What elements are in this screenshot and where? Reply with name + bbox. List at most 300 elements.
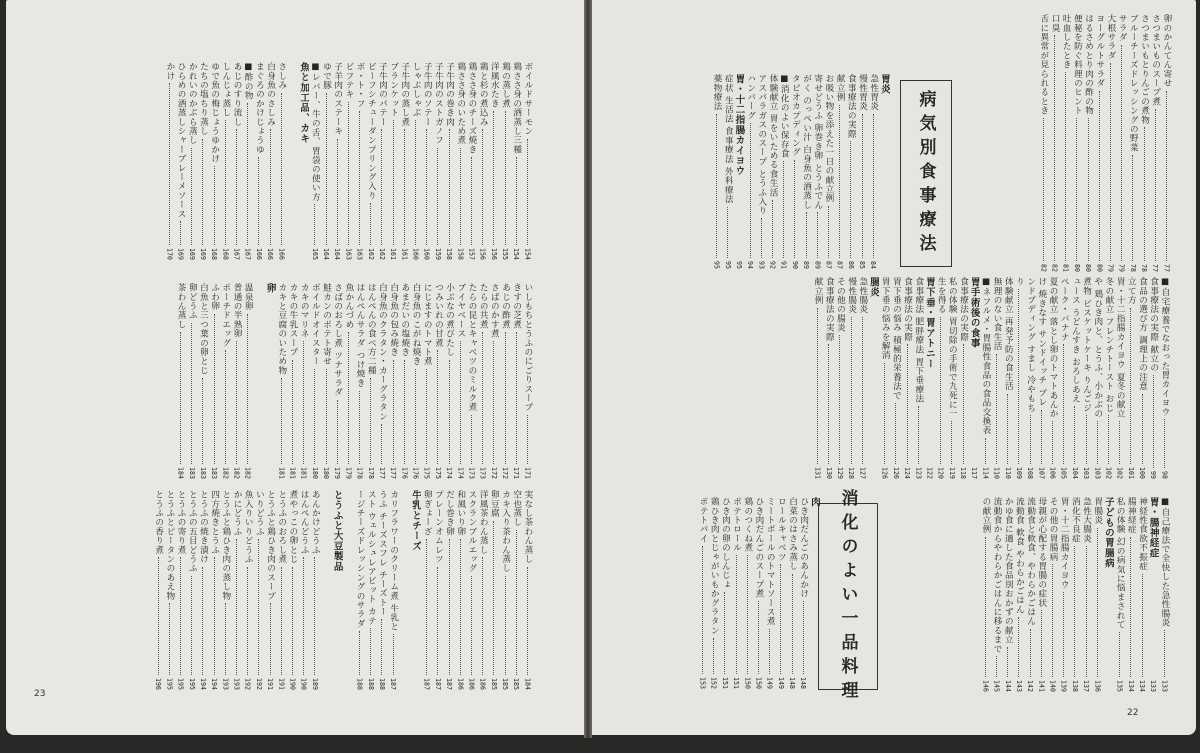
dot-leader [415,120,416,245]
toc-entry [511,62,522,260]
toc-section-heading [1103,497,1114,692]
toc-entry-page: 162 [366,248,375,260]
dot-leader [895,403,896,464]
dot-leader [460,341,461,464]
toc-entry-title: ひき肉の卵のしんじょ [720,497,731,589]
toc-entry-title: その他の腸炎 [835,277,846,333]
dot-leader [214,166,215,245]
dot-leader [1043,118,1044,261]
toc-entry-page: 145 [992,680,1001,692]
toc-entry-page: 155 [501,248,510,260]
toc-column-middle [610,277,1170,479]
toc-entry-page: 185 [512,678,521,690]
toc-entry-page: 134 [1126,680,1135,692]
dot-leader [348,332,349,464]
dot-leader [381,424,382,464]
toc-entry [1036,497,1047,692]
dot-leader [792,574,793,674]
toc-entry-page: 184 [523,678,532,690]
toc-entry-page: 192 [254,678,263,690]
toc-entry-title: ■消化のよい保存食 [779,74,790,159]
toc-entry [786,497,797,689]
toc-entry-title: タピオカプディング [790,74,801,157]
toc-entry-title: ロールキャベツ [776,497,787,562]
toc-entry-page: 133 [1160,680,1169,692]
toc-entry-title: アスパラガスのスープ とうふ入り [756,74,767,216]
toc-entry-page: 126 [891,467,900,479]
dot-leader [516,332,517,464]
toc-entry-title: サラダ [1117,14,1128,42]
dot-leader [505,111,506,245]
dot-leader [1088,118,1089,261]
toc-entry-title: 無理のない食生活 [992,277,1003,351]
dot-leader [236,341,237,464]
toc-entry-page: 102 [1115,467,1124,479]
toc-entry-page: 103 [1082,467,1091,479]
toc-entry-page: 78 [1140,264,1149,272]
toc-entry [432,490,443,690]
toc-entry-title: 消化不良症 [1070,497,1081,543]
toc-entry [708,497,719,689]
toc-entry [242,62,253,260]
toc-entry [1036,277,1047,479]
toc-entry-title: ■酢の物 [243,62,254,101]
toc-entry-title: ンドプディング すまし 冷やもち [1025,277,1036,413]
dot-leader [1132,155,1133,261]
dot-leader [1030,629,1031,677]
dot-leader [1097,421,1098,464]
toc-entry-title: 卵どうふ [187,283,198,320]
toc-entry [846,277,857,479]
toc-entry-title: 空也蒸し [511,490,522,527]
dot-leader [258,539,259,675]
toc-entry-title: 薬物療法 [712,74,723,111]
toc-entry-page: 127 [858,467,867,479]
toc-entry [834,277,845,479]
dot-leader [985,537,986,677]
dot-leader [1086,546,1087,677]
dot-leader [270,129,271,245]
toc-entry [1058,277,1069,479]
toc-entry [753,497,764,689]
toc-column-bottom-right [884,497,1170,692]
toc-entry-page: 187 [422,678,431,690]
toc-entry-page: 149 [765,677,774,689]
toc-entry-title: ポテトロール [731,497,742,553]
toc-entry-title: あじのすり流し [232,62,243,127]
toc-entry [1125,277,1136,479]
dot-leader [817,212,818,258]
toc-entry [1069,497,1080,692]
toc-entry-page: 183 [210,467,219,479]
dot-leader [736,555,737,674]
toc-entry-title: ゆで豚 [321,62,332,90]
toc-entry [980,277,991,479]
toc-entry-title: ひき肉だんごのスープ煮 [753,497,764,599]
dot-leader [426,539,427,675]
toc-entry-title: 夏の献立 落とし卵のトマトあんか [1048,277,1059,419]
dot-leader [516,530,517,675]
dot-leader [1041,610,1042,677]
toc-entry-page: 141 [1037,680,1046,692]
dot-leader [839,105,840,258]
dot-leader [493,111,494,245]
toc-entry [1103,277,1114,479]
toc-entry [1114,497,1125,692]
toc-entry-title: 腸神経症 [1126,497,1137,534]
toc-entry-page: 194 [210,678,219,690]
toc-entry-page: 187 [433,678,442,690]
toc-entry-title: 食品の選び方 調理上の注意 [1137,277,1148,391]
toc-entry-page: 146 [981,680,990,692]
toc-entry-page: 186 [478,678,487,690]
toc-entry [1047,497,1058,692]
toc-entry [957,277,968,479]
toc-entry [186,62,197,260]
dot-leader [1063,344,1064,464]
toc-entry [812,74,823,269]
toc-entry-title: 和風いり卵 [455,490,466,536]
toc-entry-title: いしもちとうふのにごりスープ [522,283,533,412]
toc-section-heading [924,277,935,479]
toc-entry-title: 鶏ひき肉とじゃがいもかグラタン [709,497,720,635]
toc-entry-title: しんじょ蒸し [220,62,231,118]
dot-leader [404,129,405,245]
toc-entry-title: まぐろのかけじょうゆ [254,62,265,154]
toc-entry-title: 胃・腸神経症 [1147,497,1159,559]
toc-entry [444,490,455,690]
toc-entry [1114,277,1125,479]
toc-entry-title: ■ネフルメ・胃腸性食品の食品交換表 [980,277,991,435]
toc-entry-title: さしみ [276,62,287,90]
toc-entry-title: 食事療法の実際 [958,277,969,342]
dot-leader [370,378,371,464]
toc-entry [298,283,309,479]
toc-entry-page: 122 [925,467,934,479]
toc-entry-title: とうふと鶏ひき肉のスープ [265,490,276,601]
toc-entry-page: 164 [322,248,331,260]
toc-entry [1002,497,1013,692]
toc-entry-page: 177 [377,467,386,479]
toc-entry-title: 魚と加工品、カキ [298,62,310,144]
dot-leader [780,564,781,674]
toc-entry-title: ボイルドサーモン [522,62,533,136]
toc-entry-page: 95 [712,261,721,269]
dot-leader [1018,289,1019,464]
dot-leader [460,148,461,245]
toc-entry-page: 174 [456,467,465,479]
toc-entry-page: 89 [802,261,811,269]
toc-entry-title: 煮物 ビスケットケーキ りんごジ [1081,277,1092,413]
toc-entry-title: カキの牛乳スープ [287,283,298,357]
toc-entry [231,62,242,260]
toc-entry-page: 171 [523,467,532,479]
dot-leader [180,221,181,245]
toc-entry-title: 胃下垂の悩みを解消 [880,277,891,360]
toc-entry-page: 109 [1014,467,1023,479]
toc-entry [421,62,432,260]
toc-entry-page: 84 [869,261,878,269]
toc-entry-page: 156 [478,248,487,260]
toc-entry-title: はんぺんどうふ [299,490,310,555]
dot-leader [337,139,338,245]
toc-entry-page: 195 [176,678,185,690]
toc-entry-page: 183 [198,467,207,479]
dot-leader [884,363,885,464]
toc-entry-title: 大根サラダ [1105,14,1116,60]
dot-leader [1144,127,1145,261]
toc-entry-page: 150 [754,677,763,689]
toc-entry-title: 急性大腸炎 [1081,497,1092,543]
toc-entry-page: 91 [779,261,788,269]
toc-entry [1092,497,1103,692]
toc-entry [834,74,845,269]
right-page [592,0,1196,735]
toc-entry [1071,14,1082,272]
toc-entry-title: 胃・十二指腸カイヨウ 夏冬の献立 [1115,277,1126,419]
toc-entry [522,62,533,260]
toc-entry-page: 161 [400,248,409,260]
toc-entry-title: とうふの焼き漬け [198,490,209,564]
toc-entry [1125,497,1136,692]
dot-leader [236,539,237,675]
toc-entry-title: 慢性腸炎 [846,277,857,314]
toc-entry-page: 154 [512,248,521,260]
toc-column-bottom [28,490,533,690]
toc-entry-title: 献立例 [813,277,824,305]
toc-entry-title: 胃下垂・胃アトニー [923,277,935,369]
toc-entry-title: 卵のかんてん寄せ [1161,14,1172,88]
toc-entry [1049,14,1060,272]
dot-leader [794,160,795,258]
dot-leader [527,415,528,464]
toc-entry-page: 80 [1084,264,1093,272]
toc-entry-page: 181 [277,467,286,479]
toc-entry-page: 162 [377,248,386,260]
toc-entry-title: 肉 [808,497,820,508]
toc-entry [778,74,789,269]
dot-leader [314,204,315,245]
dot-leader [783,161,784,258]
toc-entry [856,74,867,269]
toc-entry-title: 四方焼きとうふ [209,490,220,555]
toc-entry-page: 148 [799,677,808,689]
toc-entry-page: 90 [790,261,799,269]
dot-leader [1097,528,1098,677]
toc-entry [742,497,753,689]
toc-entry [186,283,197,479]
toc-entry [488,490,499,690]
toc-entry-title: 胃・十二指腸カイヨウ [733,74,745,176]
toc-entry-page: 93 [757,261,766,269]
toc-entry-title: 腸炎 [868,277,880,298]
toc-entry-page: 110 [992,467,1001,479]
toc-entry-title: ポテトパイ [698,497,709,543]
dot-leader [996,354,997,464]
toc-entry-title: け 焼きなす サンドイッチ プレ [1036,277,1047,407]
toc-entry-page: 124 [903,467,912,479]
toc-entry-page: 188 [355,678,364,690]
toc-entry [488,62,499,260]
toc-entry-page: 126 [880,467,889,479]
toc-entry-title: うふ チーズスフレ チーズトー [377,490,388,617]
toc-entry-title: スト ウェルシュレアビット カテ [366,490,377,626]
toc-entry [253,490,264,690]
toc-entry-title: とうふのおろし煮 [276,490,287,564]
dot-leader [724,592,725,674]
toc-entry [444,62,455,260]
dot-leader [281,567,282,675]
toc-entry-title: の献立例 [980,497,991,534]
toc-entry-page: 172 [489,467,498,479]
toc-section-heading [1148,497,1159,692]
toc-entry-title: 食事療法の実際 [824,277,835,342]
toc-entry-page: 129 [835,467,844,479]
toc-entry-title: たらの共煮 [478,283,489,329]
dot-leader [370,628,371,675]
toc-entry-title: 胃腸炎 [1092,497,1103,525]
dot-leader [1086,415,1087,464]
toc-entry [320,283,331,479]
toc-entry [522,283,533,479]
toc-entry [376,62,387,260]
dot-leader [191,576,192,675]
toc-entry [1159,497,1170,692]
toc-entry-page: 174 [445,467,454,479]
toc-entry [287,283,298,479]
dot-leader [381,129,382,245]
dot-leader [202,378,203,464]
toc-entry-page: 85 [858,261,867,269]
toc-entry-page: 178 [366,467,375,479]
toc-entry-title: 流動食からやわらかごはんに移るまで [992,497,1003,654]
toc-entry-page: 193 [221,678,230,690]
toc-entry [197,62,208,260]
toc-entry [287,490,298,690]
section-title-digestible [818,488,878,705]
toc-entry-title: 魚かんづめ [343,283,354,329]
dot-leader [493,341,494,464]
dot-leader [460,539,461,675]
toc-entry-page: 165 [310,248,319,260]
toc-entry [365,283,376,479]
dot-leader [225,120,226,245]
toc-entry-title: ュース うどんすき おろしあえ [1070,277,1081,404]
toc-entry [365,62,376,260]
dot-leader [404,360,405,464]
dot-leader [505,332,506,464]
toc-entry [1136,277,1147,479]
toc-entry-title: 胃・十二指腸カイヨウ [1059,497,1070,589]
dot-leader [158,557,159,675]
dot-leader [996,656,997,677]
toc-entry [197,283,208,479]
toc-entry-page: 171 [512,467,521,479]
toc-entry-title: 口臭 [1050,14,1061,33]
toc-entry-title: ボ・ト・フ [355,62,366,108]
dot-leader [839,335,840,464]
toc-entry-title: さつまいもとりんごの煮物 [1139,14,1150,125]
toc-entry [376,490,387,690]
toc-entry-page: 77 [1162,264,1171,272]
toc-entry [1092,277,1103,479]
toc-entry-page: 188 [377,678,386,690]
toc-entry-page: 188 [366,678,375,690]
toc-entry-title: プレーンオムレツ [433,490,444,564]
toc-entry-title: 流動食 軟食 やわらかごはん [1014,497,1025,615]
dot-leader [359,111,360,245]
toc-entry-title: 鶏ささ身の酒蒸し三種 [511,62,522,154]
dot-leader [918,406,919,464]
left-page [6,0,584,735]
toc-entry-title: ミートボールのトマトソース煮 [765,497,776,626]
toc-entry-page: 175 [422,467,431,479]
toc-entry-title: さばのかす煮 [489,283,500,339]
toc-entry [432,62,443,260]
dot-leader [449,360,450,464]
toc-entry [1150,14,1161,272]
dot-leader [527,139,528,245]
toc-entry [343,62,354,260]
toc-entry-title: にじますのトマト煮 [422,283,433,366]
toc-section-heading [733,74,744,269]
toc-entry [1047,277,1058,479]
toc-entry-page: 160 [422,248,431,260]
toc-entry-page: 86 [846,261,855,269]
toc-entry-title: ハンバーグ [745,74,756,120]
toc-entry-page: 78 [1128,264,1137,272]
toc-entry-page: 148 [788,677,797,689]
toc-entry-page: 170 [165,248,174,260]
toc-entry-title: 慢性胃炎 [857,74,868,111]
toc-entry-page: 193 [232,678,241,690]
toc-entry [511,490,522,690]
dot-leader [772,200,773,258]
toc-entry-page: 153 [698,677,707,689]
toc-entry-page: 185 [489,678,498,690]
toc-entry-title: 温泉卵 [243,283,254,311]
dot-leader [314,557,315,675]
toc-entry-page: 105 [1059,467,1068,479]
toc-entry [767,74,778,269]
toc-entry-title: ふわ卵 [209,283,220,311]
dot-leader [1052,564,1053,677]
dot-leader [963,344,964,464]
toc-entry-page: 98 [1160,471,1169,479]
toc-entry-page: 176 [411,467,420,479]
toc-entry-page: 157 [467,248,476,260]
toc-entry-title: 子羊肉のステーキ [332,62,343,136]
dot-leader [1063,592,1064,677]
toc-entry [731,497,742,689]
toc-entry-title: 卵豆腐 [489,490,500,518]
toc-entry-title: 鮭カンのポテト寄せ [321,283,332,366]
toc-entry-page: 167 [232,248,241,260]
toc-entry-title: あんかけどうふ [310,490,321,555]
toc-entry-title: はるさめとり肉の酢の物 [1083,14,1094,116]
toc-entry [421,283,432,479]
toc-entry [276,283,287,479]
toc-entry-page: 158 [445,248,454,260]
toc-entry-page: 137 [1082,680,1091,692]
toc-entry-title: 魚入りいりどうふ [243,490,254,564]
toc-entry-title: あじの酢煮 [500,283,511,329]
dot-leader [303,557,304,675]
toc-entry-page: 110 [1003,467,1012,479]
dot-leader [527,567,528,675]
toc-entry [332,283,343,479]
toc-entry-title: 白身魚の包み焼き [388,283,399,357]
